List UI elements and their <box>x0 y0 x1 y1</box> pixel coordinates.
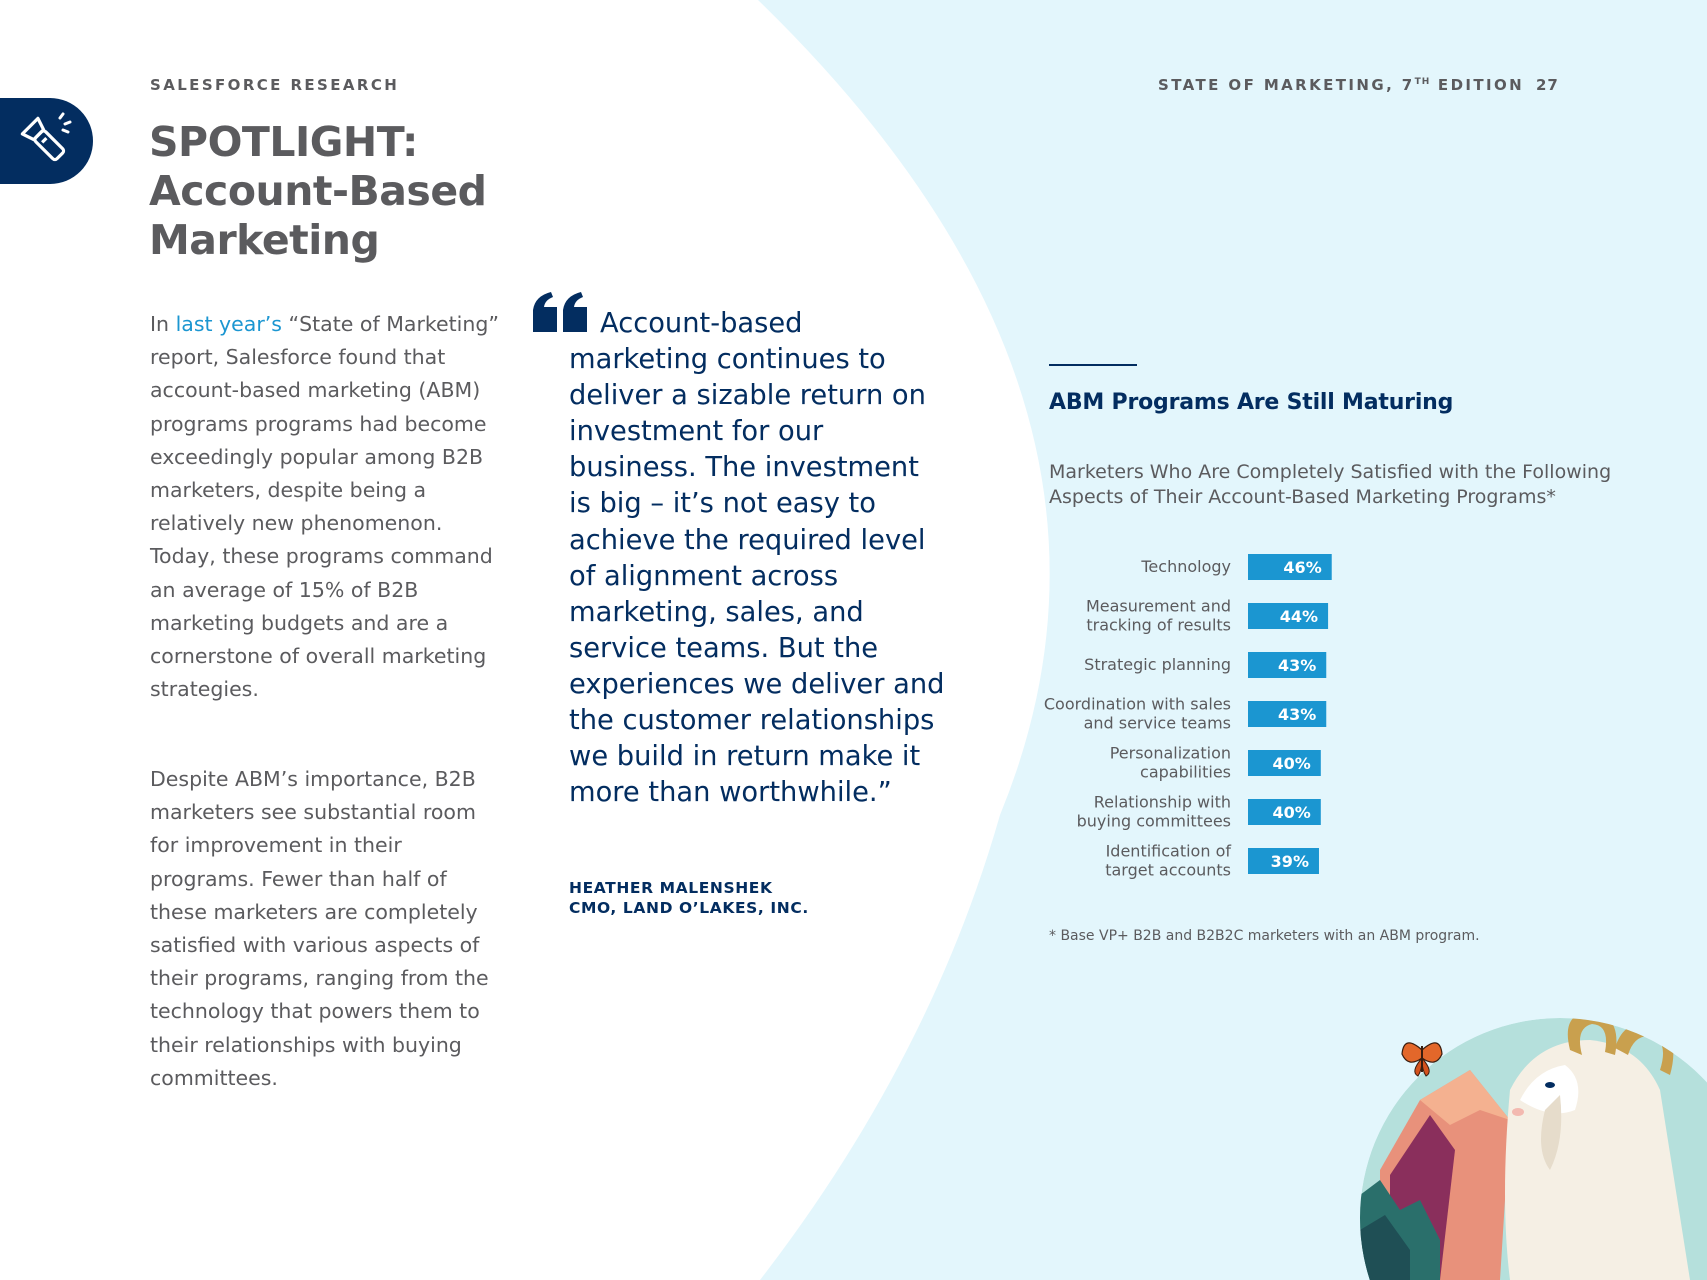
category-label: buying committees <box>1076 811 1231 831</box>
category-label: Strategic planning <box>1084 655 1231 674</box>
quote-author-name: HEATHER MALENSHEK <box>569 879 773 897</box>
page-number: 27 <box>1536 76 1559 94</box>
body-paragraph-1: In last year’s “State of Marketing” report, Salesforce found that account-based marketing (ABM) programs programs had become exceedingly popular among B2B marketers, despite being a relatively new phenomenon. Today, these programs command an average of 15% of B2B marketing budgets and are a cornerstone of overall marketing strategies. <box>150 312 499 702</box>
value-label: 40% <box>1272 803 1311 822</box>
category-label: Relationship with <box>1093 792 1231 812</box>
last-year-report-link[interactable]: last year’s <box>175 312 282 336</box>
flashlight-icon <box>16 112 74 170</box>
category-label: target accounts <box>1105 860 1231 880</box>
category-label: Personalization <box>1109 743 1231 763</box>
quote-author-role: CMO, LAND O’LAKES, INC. <box>569 899 809 917</box>
goat-mountain-illustration <box>1360 1000 1707 1280</box>
category-label: Measurement and <box>1085 596 1231 616</box>
value-label: 40% <box>1272 754 1311 773</box>
chart-subtitle: Marketers Who Are Completely Satisfied with the Following Aspects of Their Account-Based Marketing Programs* <box>1049 461 1612 508</box>
chart-footnote: * Base VP+ B2B and B2B2C marketers with an ABM program. <box>1049 928 1480 944</box>
spotlight-badge <box>0 98 93 184</box>
category-label: and service teams <box>1083 713 1231 733</box>
value-label: 43% <box>1277 705 1317 724</box>
value-label: 43% <box>1277 656 1317 675</box>
chart-title: ABM Programs Are Still Maturing <box>1049 390 1454 415</box>
page-title: SPOTLIGHT: Account-Based Marketing <box>149 118 487 264</box>
category-label: capabilities <box>1140 762 1231 782</box>
value-label: 46% <box>1283 558 1322 577</box>
brand-label: SALESFORCE RESEARCH <box>150 76 400 94</box>
body-paragraph-2: Despite ABM’s importance, B2B marketers see substantial room for improvement in their programs. Fewer than half of these marketers are completely satisfied with various aspects of their programs, ranging from the technology that powers them to their relationships with buying committees. <box>150 767 489 1090</box>
category-label: Identification of <box>1105 841 1231 861</box>
category-label: tracking of results <box>1086 615 1231 635</box>
report-edition: STATE OF MARKETING, 7TH EDITION <box>1158 76 1525 94</box>
pull-quote: Account-based marketing continues to deliver a sizable return on investment for our business. The investment is big – it’s not easy to achieve the required level of alignment across marketing, sales, and service teams. But the experiences we deliver and the customer relationships we build in return make it more than worthwhile.” <box>569 308 945 809</box>
category-label: Coordination with sales <box>1043 694 1231 714</box>
satisfaction-bar-chart <box>1040 545 1540 885</box>
section-divider <box>1049 364 1137 366</box>
value-label: 39% <box>1270 852 1309 871</box>
value-label: 44% <box>1279 607 1319 626</box>
category-label: Technology <box>1141 557 1231 576</box>
